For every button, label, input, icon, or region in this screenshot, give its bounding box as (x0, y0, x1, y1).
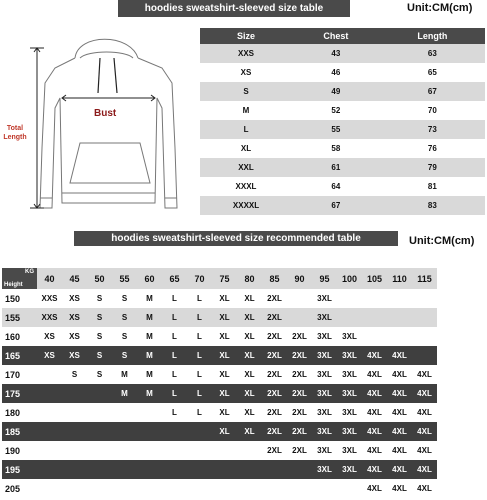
size-recommendation-cell: 3XL (312, 327, 337, 346)
size-recommendation-cell: 4XL (387, 441, 412, 460)
size-recommendation-cell: 4XL (412, 441, 437, 460)
recommended-table (2, 268, 437, 498)
size-recommendation-cell (337, 289, 362, 308)
header-length: Length (380, 28, 485, 44)
size-row (200, 139, 485, 158)
size-recommendation-cell: 2XL (262, 441, 287, 460)
size-recommendation-cell: S (112, 346, 137, 365)
size-recommendation-cell: 2XL (262, 327, 287, 346)
size-recommendation-cell (62, 460, 87, 479)
size-recommendation-cell (137, 422, 162, 441)
height-cell: 205 (2, 479, 37, 498)
size-recommendation-cell (287, 308, 312, 327)
length-cell: 83 (380, 196, 485, 215)
weight-header-cell: 105 (362, 268, 387, 289)
size-recommendation-cell (362, 308, 387, 327)
height-row (2, 479, 437, 498)
chest-cell: 43 (292, 44, 380, 63)
size-recommendation-cell: 2XL (262, 346, 287, 365)
size-cell: XL (200, 139, 292, 158)
weight-header-cell: 75 (212, 268, 237, 289)
weight-header-row (2, 268, 437, 289)
unit-label: Unit:CM(cm) (407, 2, 473, 14)
height-row (2, 289, 437, 308)
size-recommendation-cell: XXS (37, 308, 62, 327)
size-recommendation-cell: 4XL (387, 460, 412, 479)
chest-cell: 67 (292, 196, 380, 215)
size-recommendation-cell: 4XL (362, 460, 387, 479)
size-recommendation-cell: 4XL (412, 365, 437, 384)
size-recommendation-cell: 4XL (362, 422, 387, 441)
size-recommendation-cell (137, 460, 162, 479)
size-recommendation-cell (412, 346, 437, 365)
size-recommendation-cell: XXS (37, 289, 62, 308)
size-recommendation-cell (37, 403, 62, 422)
size-recommendation-cell: XS (62, 346, 87, 365)
size-recommendation-cell (362, 327, 387, 346)
size-recommendation-cell: 2XL (287, 441, 312, 460)
size-recommendation-cell (87, 403, 112, 422)
size-recommendation-cell: L (162, 327, 187, 346)
size-row (200, 82, 485, 101)
size-recommendation-cell: S (62, 365, 87, 384)
height-row (2, 327, 437, 346)
weight-header-cell: 100 (337, 268, 362, 289)
bust-label: Bust (94, 108, 117, 119)
size-recommendation-cell: L (162, 308, 187, 327)
size-recommendation-cell: 4XL (412, 422, 437, 441)
size-recommendation-cell: XL (237, 422, 262, 441)
size-recommendation-cell: 3XL (337, 422, 362, 441)
size-recommendation-cell: M (137, 384, 162, 403)
length-cell: 81 (380, 177, 485, 196)
size-recommendation-cell (212, 479, 237, 498)
size-recommendation-cell: 4XL (362, 365, 387, 384)
weight-header-cell: 55 (112, 268, 137, 289)
size-recommendation-cell: L (187, 327, 212, 346)
height-row (2, 384, 437, 403)
size-recommendation-cell: S (112, 308, 137, 327)
size-recommendation-cell: L (187, 365, 212, 384)
size-recommendation-cell: 3XL (337, 403, 362, 422)
size-recommendation-cell: 3XL (312, 422, 337, 441)
size-recommendation-cell: S (112, 289, 137, 308)
size-recommendation-cell: 4XL (362, 441, 387, 460)
size-recommendation-cell (337, 308, 362, 327)
size-recommendation-cell (237, 441, 262, 460)
size-recommendation-cell: 3XL (312, 346, 337, 365)
weight-header-cell: 110 (387, 268, 412, 289)
size-recommendation-cell: 3XL (337, 346, 362, 365)
height-cell: 180 (2, 403, 37, 422)
size-recommendation-cell: L (187, 346, 212, 365)
size-recommendation-cell: 4XL (362, 403, 387, 422)
size-recommendation-cell: 3XL (312, 441, 337, 460)
height-cell: 175 (2, 384, 37, 403)
size-recommendation-cell (112, 460, 137, 479)
size-recommendation-cell (387, 327, 412, 346)
size-recommendation-cell: 2XL (287, 384, 312, 403)
size-recommendation-cell: 4XL (362, 346, 387, 365)
size-recommendation-cell (187, 460, 212, 479)
size-recommendation-cell (262, 479, 287, 498)
size-recommendation-cell: XS (37, 327, 62, 346)
size-recommendation-cell: 4XL (412, 479, 437, 498)
size-recommendation-cell (37, 365, 62, 384)
size-recommendation-cell (237, 460, 262, 479)
size-recommendation-cell (362, 289, 387, 308)
height-cell: 150 (2, 289, 37, 308)
weight-header-cell: 80 (237, 268, 262, 289)
size-recommendation-cell: 3XL (337, 441, 362, 460)
size-recommendation-cell (137, 403, 162, 422)
size-recommendation-cell: 2XL (287, 403, 312, 422)
size-recommendation-cell: 2XL (262, 289, 287, 308)
size-recommendation-cell: XL (212, 422, 237, 441)
size-recommendation-cell: 3XL (312, 289, 337, 308)
length-cell: 63 (380, 44, 485, 63)
height-row (2, 346, 437, 365)
chest-cell: 46 (292, 63, 380, 82)
size-recommendation-cell: 2XL (262, 308, 287, 327)
hoodie-drawing (0, 28, 200, 218)
size-recommendation-cell (62, 403, 87, 422)
height-row (2, 441, 437, 460)
length-cell: 70 (380, 101, 485, 120)
height-cell: 195 (2, 460, 37, 479)
size-recommendation-cell (37, 384, 62, 403)
size-recommendation-cell: XL (212, 308, 237, 327)
size-recommendation-cell: XL (237, 327, 262, 346)
size-recommendation-cell: M (137, 289, 162, 308)
size-recommendation-cell (287, 479, 312, 498)
weight-header-cell: 95 (312, 268, 337, 289)
size-recommendation-cell: 3XL (312, 460, 337, 479)
size-recommendation-cell: L (162, 289, 187, 308)
header-size: Size (200, 28, 292, 44)
size-recommendation-cell: 4XL (387, 384, 412, 403)
size-recommendation-cell: 4XL (387, 422, 412, 441)
corner-cell (2, 268, 37, 289)
length-cell: 65 (380, 63, 485, 82)
size-cell: XXXL (200, 177, 292, 196)
size-recommendation-cell: XL (237, 289, 262, 308)
size-recommendation-cell: 4XL (412, 460, 437, 479)
size-recommendation-cell: 3XL (312, 384, 337, 403)
size-recommendation-cell (187, 422, 212, 441)
size-recommendation-cell (337, 479, 362, 498)
size-recommendation-cell (37, 441, 62, 460)
size-recommendation-cell: 3XL (337, 384, 362, 403)
size-recommendation-cell (387, 308, 412, 327)
size-recommendation-cell: L (162, 365, 187, 384)
size-recommendation-cell: M (112, 384, 137, 403)
size-recommendation-cell: XL (212, 384, 237, 403)
total-length-label: Total Length (3, 125, 27, 141)
size-row (200, 120, 485, 139)
size-recommendation-cell (412, 327, 437, 346)
size-recommendation-cell (137, 479, 162, 498)
size-recommendation-cell (87, 479, 112, 498)
size-recommendation-cell: 2XL (287, 422, 312, 441)
size-recommendation-cell: XL (237, 308, 262, 327)
size-recommendation-cell (387, 289, 412, 308)
weight-header-cell: 65 (162, 268, 187, 289)
size-recommendation-cell (87, 422, 112, 441)
size-recommendation-cell (37, 479, 62, 498)
size-recommendation-cell: S (87, 365, 112, 384)
size-recommendation-cell (62, 422, 87, 441)
size-recommendation-cell: M (137, 365, 162, 384)
size-table-header (200, 28, 485, 44)
size-recommendation-cell (187, 441, 212, 460)
chest-cell: 64 (292, 177, 380, 196)
size-recommendation-cell: L (162, 403, 187, 422)
size-recommendation-cell: 4XL (387, 346, 412, 365)
size-recommendation-cell (287, 289, 312, 308)
height-cell: 185 (2, 422, 37, 441)
height-row (2, 403, 437, 422)
hoodie-illustration (0, 28, 200, 218)
size-table-banner: hoodies sweatshirt-sleeved size table (118, 0, 350, 17)
size-recommendation-cell: 4XL (362, 384, 387, 403)
size-cell: XXXXL (200, 196, 292, 215)
size-recommendation-cell (112, 403, 137, 422)
size-recommendation-cell: XL (212, 346, 237, 365)
recommended-table-banner: hoodies sweatshirt-sleeved size recommended table (74, 231, 398, 246)
size-recommendation-cell (112, 479, 137, 498)
size-row (200, 101, 485, 120)
size-recommendation-cell: XL (212, 403, 237, 422)
size-recommendation-cell: L (162, 384, 187, 403)
size-recommendation-cell (87, 441, 112, 460)
size-recommendation-cell (87, 384, 112, 403)
size-recommendation-cell (412, 289, 437, 308)
height-row (2, 308, 437, 327)
size-recommendation-cell: XL (237, 365, 262, 384)
header-chest: Chest (292, 28, 380, 44)
size-recommendation-cell: 2XL (287, 327, 312, 346)
size-recommendation-cell (62, 479, 87, 498)
size-recommendation-cell (37, 422, 62, 441)
chest-cell: 52 (292, 101, 380, 120)
size-recommendation-cell (137, 441, 162, 460)
size-recommendation-cell: XL (237, 384, 262, 403)
size-recommendation-cell (162, 460, 187, 479)
weight-header-cell: 45 (62, 268, 87, 289)
size-recommendation-cell (237, 479, 262, 498)
size-recommendation-cell: S (112, 327, 137, 346)
size-recommendation-cell: XS (37, 346, 62, 365)
size-table (200, 28, 485, 215)
weight-header-cell: 50 (87, 268, 112, 289)
size-recommendation-cell: 4XL (387, 403, 412, 422)
length-cell: 73 (380, 120, 485, 139)
size-row (200, 196, 485, 215)
size-recommendation-cell (162, 479, 187, 498)
size-recommendation-cell: 2XL (262, 365, 287, 384)
size-recommendation-cell (62, 384, 87, 403)
weight-header-cell: 40 (37, 268, 62, 289)
size-recommendation-cell: XS (62, 308, 87, 327)
size-recommendation-cell (187, 479, 212, 498)
size-recommendation-cell: S (87, 308, 112, 327)
weight-header-cell: 90 (287, 268, 312, 289)
size-recommendation-cell (162, 422, 187, 441)
size-recommendation-cell: S (87, 327, 112, 346)
size-recommendation-cell (312, 479, 337, 498)
size-recommendation-cell: 3XL (337, 365, 362, 384)
size-recommendation-cell: 4XL (412, 403, 437, 422)
weight-header-cell: 115 (412, 268, 437, 289)
size-row (200, 44, 485, 63)
length-cell: 76 (380, 139, 485, 158)
size-recommendation-cell (287, 460, 312, 479)
size-recommendation-cell: M (137, 346, 162, 365)
size-recommendation-cell: 4XL (387, 365, 412, 384)
height-cell: 155 (2, 308, 37, 327)
size-cell: XXL (200, 158, 292, 177)
size-recommendation-cell: 3XL (312, 365, 337, 384)
size-recommendation-cell: 3XL (337, 327, 362, 346)
size-recommendation-cell: M (112, 365, 137, 384)
height-row (2, 460, 437, 479)
size-recommendation-cell: L (162, 346, 187, 365)
weight-header-cell: 70 (187, 268, 212, 289)
size-cell: XXS (200, 44, 292, 63)
size-recommendation-cell: 2XL (262, 422, 287, 441)
size-recommendation-cell: XL (212, 365, 237, 384)
height-row (2, 365, 437, 384)
unit-label-2: Unit:CM(cm) (409, 235, 475, 247)
size-recommendation-cell: XS (62, 327, 87, 346)
size-recommendation-cell (37, 460, 62, 479)
height-cell: 190 (2, 441, 37, 460)
size-recommendation-cell: 2XL (262, 403, 287, 422)
size-recommendation-cell: M (137, 327, 162, 346)
size-recommendation-cell (212, 441, 237, 460)
size-recommendation-cell: 2XL (262, 384, 287, 403)
chest-cell: 61 (292, 158, 380, 177)
size-recommendation-cell: XL (212, 289, 237, 308)
size-recommendation-cell: S (87, 346, 112, 365)
size-recommendation-cell: L (187, 403, 212, 422)
size-recommendation-cell: L (187, 308, 212, 327)
size-recommendation-cell: XL (237, 403, 262, 422)
size-recommendation-cell: XS (62, 289, 87, 308)
size-recommendation-cell: 3XL (337, 460, 362, 479)
kg-label: KG (25, 269, 34, 275)
chest-cell: 58 (292, 139, 380, 158)
size-recommendation-cell: M (137, 308, 162, 327)
size-recommendation-cell: L (187, 289, 212, 308)
weight-header-cell: 60 (137, 268, 162, 289)
size-recommendation-cell (62, 441, 87, 460)
size-recommendation-cell: 4XL (412, 384, 437, 403)
size-cell: XS (200, 63, 292, 82)
size-recommendation-cell: 4XL (362, 479, 387, 498)
size-recommendation-cell: XL (237, 346, 262, 365)
height-row (2, 422, 437, 441)
size-recommendation-cell: 2XL (287, 365, 312, 384)
size-row (200, 158, 485, 177)
size-recommendation-cell: 2XL (287, 346, 312, 365)
size-recommendation-cell (112, 422, 137, 441)
chest-cell: 49 (292, 82, 380, 101)
length-cell: 79 (380, 158, 485, 177)
size-recommendation-cell (412, 308, 437, 327)
size-recommendation-cell (162, 441, 187, 460)
size-recommendation-cell: 4XL (387, 479, 412, 498)
height-cell: 165 (2, 346, 37, 365)
size-recommendation-cell: XL (212, 327, 237, 346)
size-recommendation-cell (87, 460, 112, 479)
chest-cell: 55 (292, 120, 380, 139)
size-recommendation-cell: S (87, 289, 112, 308)
size-recommendation-cell (262, 460, 287, 479)
size-cell: S (200, 82, 292, 101)
weight-header-cell: 85 (262, 268, 287, 289)
size-recommendation-cell: L (187, 384, 212, 403)
size-recommendation-cell (212, 460, 237, 479)
size-recommendation-cell (112, 441, 137, 460)
size-row (200, 177, 485, 196)
length-cell: 67 (380, 82, 485, 101)
size-row (200, 63, 485, 82)
height-label: Height (4, 282, 23, 288)
size-cell: M (200, 101, 292, 120)
size-cell: L (200, 120, 292, 139)
size-recommendation-cell: 3XL (312, 308, 337, 327)
height-cell: 160 (2, 327, 37, 346)
size-recommendation-cell: 3XL (312, 403, 337, 422)
height-cell: 170 (2, 365, 37, 384)
